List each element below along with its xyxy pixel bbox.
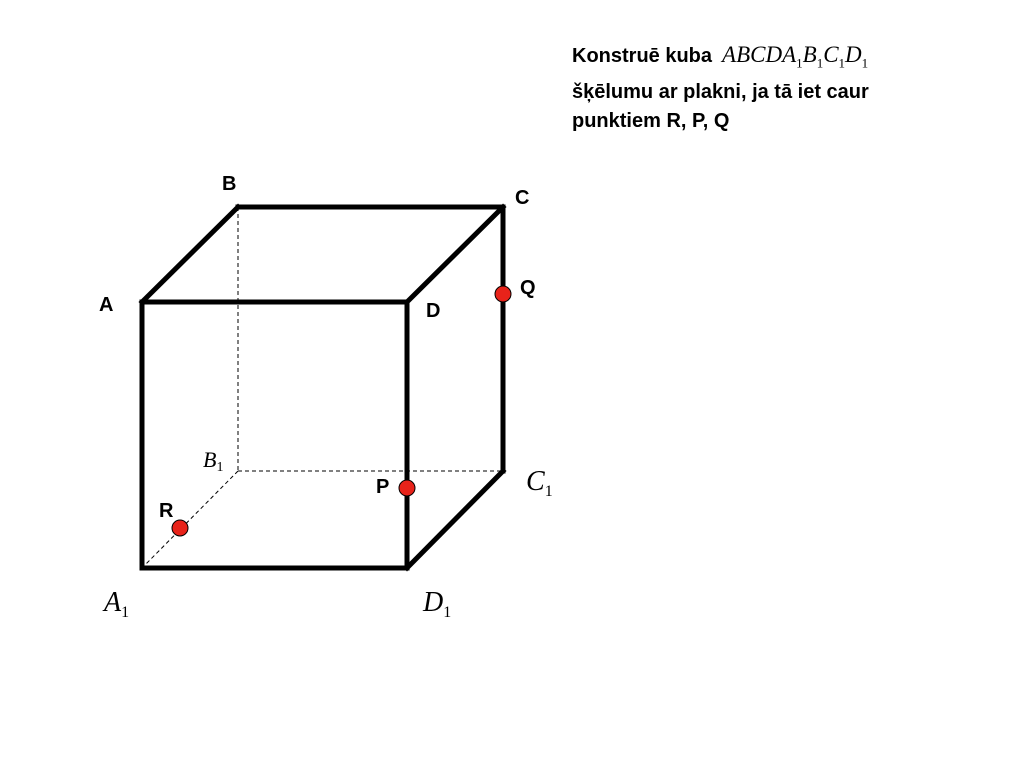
label-A1-letter: A (104, 587, 122, 618)
point-P (399, 480, 415, 496)
label-D1-letter: D (423, 587, 444, 618)
edge-AB (142, 207, 238, 302)
cube-name-index: 1 (838, 55, 846, 71)
label-R: R (159, 500, 174, 522)
edge-DC (407, 207, 503, 302)
cube-name-index: 1 (796, 55, 803, 71)
label-P: P (376, 476, 390, 498)
task-line-3: punktiem R, P, Q (572, 109, 730, 132)
label-D1 (422, 587, 451, 621)
cube-name-letter: C (823, 42, 839, 67)
cube-name-letter: B (802, 42, 817, 67)
label-C1-letter: C (526, 466, 545, 497)
label-B1 (203, 447, 223, 475)
label-A1-index: 1 (121, 604, 130, 621)
label-B: B (222, 173, 237, 195)
label-C1 (526, 466, 553, 500)
label-A: A (99, 294, 114, 316)
edge-D1C1 (407, 471, 503, 568)
label-B1-index: 1 (216, 460, 224, 475)
label-D: D (426, 300, 441, 322)
task-line-2: šķēlumu ar plakni, ja tā iet caur (572, 80, 869, 103)
point-R (172, 520, 188, 536)
label-B1-letter: B (203, 447, 217, 472)
task-line-1-prefix: Konstruē kuba (572, 45, 713, 67)
cube-name-index: 1 (816, 55, 824, 71)
hidden-edge-B1A1 (142, 471, 238, 568)
cube-name-letter: D (845, 42, 862, 67)
label-C1-index: 1 (544, 483, 553, 500)
cube-name-index: 1 (861, 55, 869, 71)
label-D1-index: 1 (443, 604, 452, 621)
label-A1 (102, 587, 129, 621)
point-Q (495, 286, 511, 302)
section-points (172, 286, 511, 536)
label-C: C (515, 187, 530, 209)
label-Q: Q (520, 277, 536, 299)
cube-name-base: ABCDA (722, 42, 797, 67)
